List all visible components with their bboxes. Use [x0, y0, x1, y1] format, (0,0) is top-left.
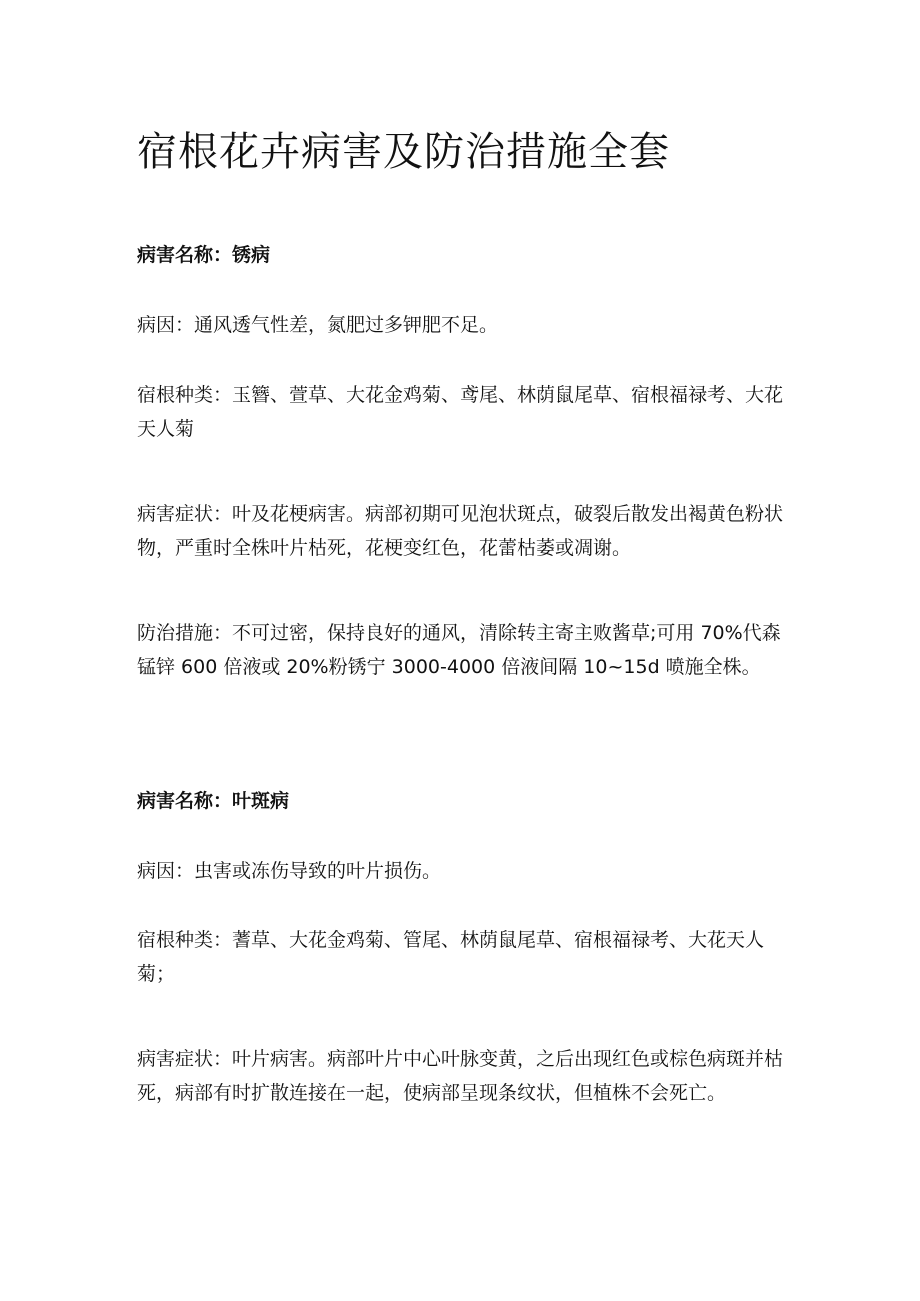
section-2-symptoms: 病害症状：叶片病害。病部叶片中心叶脉变黄，之后出现红色或棕色病斑并枯死，病部有时扩散连接在一起，使病部呈现条纹状，但植株不会死亡。: [137, 1048, 784, 1104]
document-title: 宿根花卉病害及防治措施全套: [137, 129, 670, 175]
section-1-control: 防治措施：不可过密，保持良好的通风，清除转主寄主败酱草;可用 70%代森锰锌 600 倍液或 20%粉锈宁 3000-4000 倍液间隔 10~15d 喷施全株。: [137, 622, 781, 678]
section-1-cause: 病因：通风透气性差，氮肥过多钾肥不足。: [137, 314, 499, 336]
section-1-heading: 病害名称：锈病: [137, 244, 271, 266]
section-2-cause: 病因：虫害或冻伤导致的叶片损伤。: [137, 860, 442, 882]
section-1-species: 宿根种类：玉簪、萱草、大花金鸡菊、鸢尾、林荫鼠尾草、宿根福禄考、大花天人菊: [137, 384, 784, 440]
section-2-species: 宿根种类：蓍草、大花金鸡菊、管尾、林荫鼠尾草、宿根福禄考、大花天人菊；: [137, 929, 765, 985]
section-1-symptoms: 病害症状：叶及花梗病害。病部初期可见泡状斑点，破裂后散发出褐黄色粉状物，严重时全株叶片枯死，花梗变红色，花蕾枯萎或凋谢。: [137, 503, 784, 559]
section-2-heading: 病害名称：叶斑病: [137, 790, 290, 812]
